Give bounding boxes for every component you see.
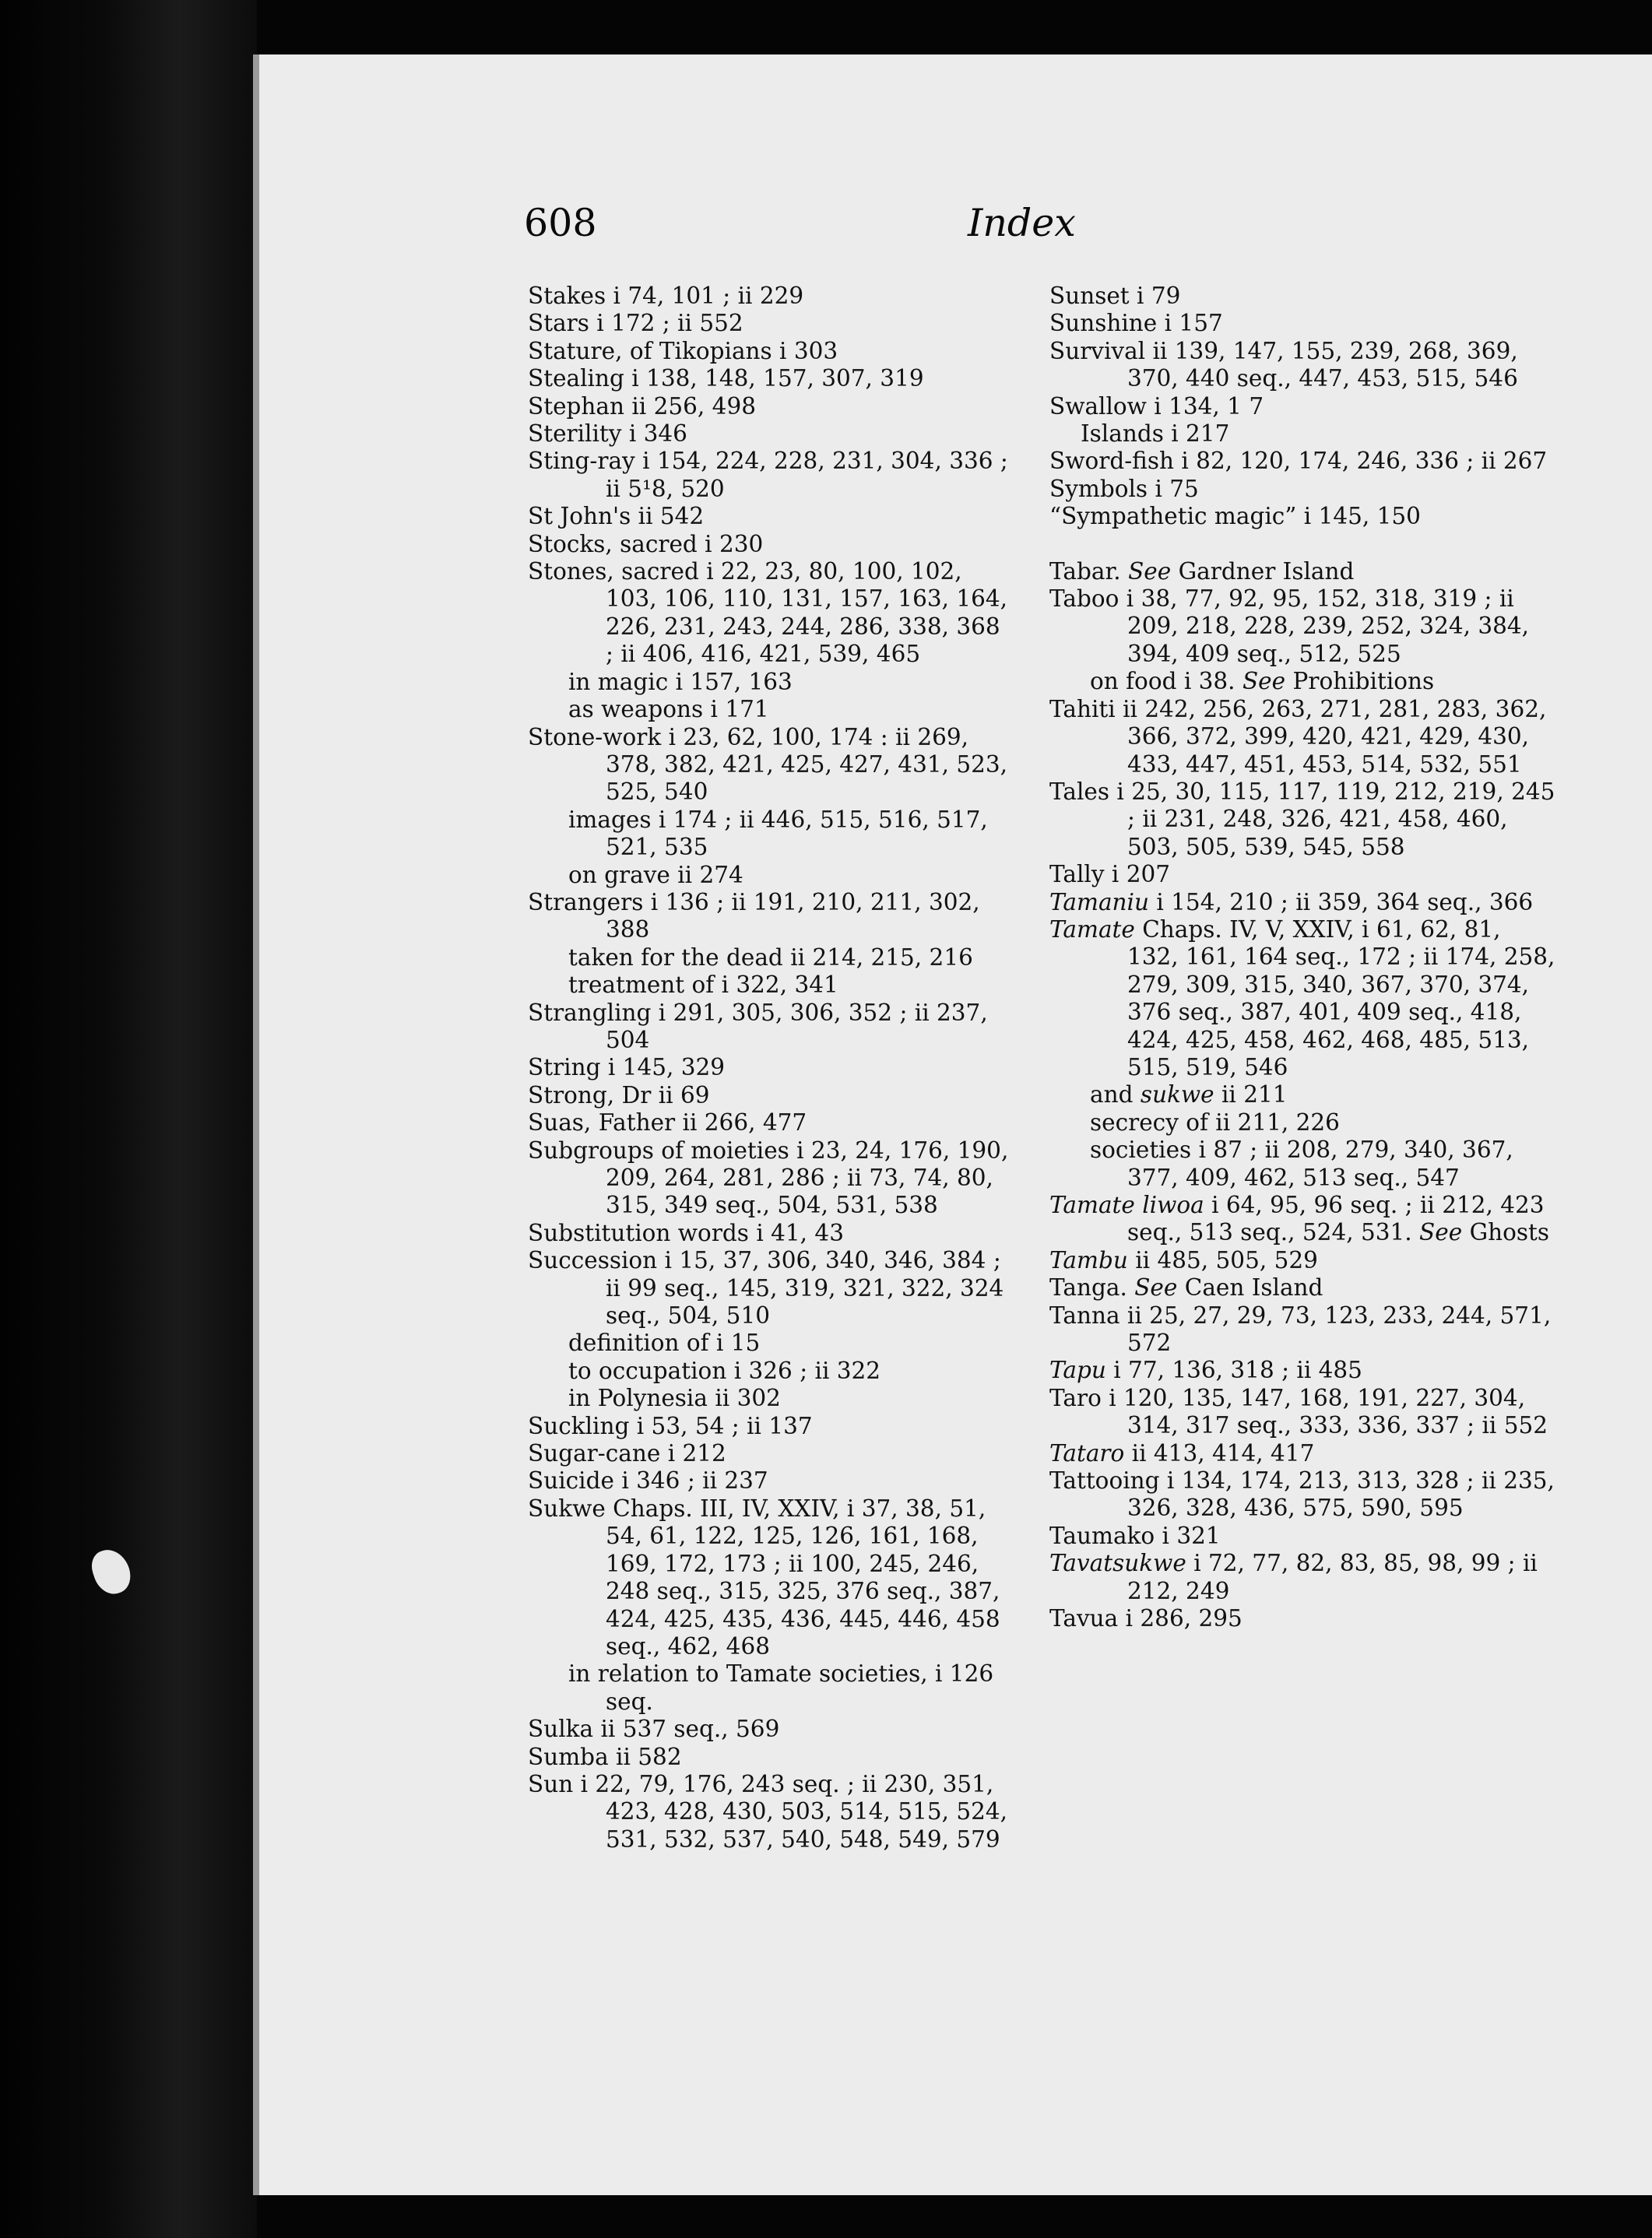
see-reference: See (1419, 1219, 1463, 1246)
see-target: Prohibitions (1292, 668, 1435, 695)
entry-text: Stephan ii 256, 498 (528, 392, 756, 420)
entry-text: in magic i 157, 163 (568, 668, 793, 695)
entry-text: Subgroups of moieties i 23, 24, 176, 190, 209, 264, 281, 286 ; ii 73, 74, 80, 315, 349 seq., 504, 531, 538 (528, 1137, 1009, 1219)
entry-text: Tanga. (1049, 1274, 1127, 1302)
index-entry (1049, 1467, 1555, 1523)
index-entry (528, 1220, 1011, 1247)
index-entry (1049, 696, 1555, 778)
entry-text: on grave ii 274 (568, 861, 743, 888)
entry-text: Stocks, sacred i 230 (528, 530, 764, 557)
index-entry (528, 1109, 1011, 1137)
index-subentry (1049, 1081, 1555, 1108)
index-entry (1049, 503, 1555, 530)
index-entry (1049, 1192, 1555, 1247)
index-entry (528, 889, 1011, 944)
entry-text: Sukwe Chaps. III, IV, XXIV, i 37, 38, 51, 54, 61, 122, 125, 126, 161, 168, 169, 172, 173 ; ii 100, 245, 246, 248 seq., 315, 325, 376 seq., 387, 424, 425, 435, 436, 445, 446, 458 seq., 462, 468 (528, 1495, 1000, 1660)
entry-text: St John's ii 542 (528, 503, 705, 530)
see-target: Ghosts (1469, 1219, 1550, 1246)
entry-text: Sunset i 79 (1049, 283, 1181, 309)
section-gap (1049, 531, 1555, 558)
entry-text: Survival ii 139, 147, 155, 239, 268, 369, 370, 440 seq., 447, 453, 515, 546 (1049, 337, 1518, 392)
entry-text: String i 145, 329 (528, 1054, 726, 1081)
entry-text: Taro i 120, 135, 147, 168, 191, 227, 304, 314, 317 seq., 333, 336, 337 ; ii 552 (1049, 1384, 1548, 1439)
entry-text: Sumba ii 582 (528, 1743, 682, 1770)
index-subentry (1049, 668, 1555, 695)
index-entry (1049, 1302, 1555, 1358)
index-column-right (1049, 283, 1555, 1633)
index-entry (528, 448, 1011, 503)
index-entry (1049, 476, 1555, 503)
index-column-left (528, 283, 1011, 1853)
index-entry (1049, 1550, 1555, 1605)
index-subentry (528, 806, 1011, 862)
index-entry (528, 1744, 1011, 1771)
entry-text: Strangling i 291, 305, 306, 352 ; ii 237, 504 (528, 999, 988, 1053)
entry-text: i 77, 136, 318 ; ii 485 (1105, 1357, 1362, 1384)
index-entry (528, 558, 1011, 669)
entry-text: Tattooing i 134, 174, 213, 313, 328 ; ii 235, 326, 328, 436, 575, 590, 595 (1049, 1467, 1555, 1522)
index-entry (1049, 338, 1555, 393)
index-subentry (528, 1330, 1011, 1357)
entry-text: Islands i 217 (1081, 420, 1230, 448)
entry-text: treatment of i 322, 341 (568, 971, 838, 999)
index-subentry (528, 696, 1011, 723)
index-entry (1049, 1274, 1555, 1302)
entry-text: ii 211 (1214, 1081, 1288, 1108)
entry-text: Stone-work i 23, 62, 100, 174 : ii 269, 378, 382, 421, 425, 427, 431, 523, 525, 540 (528, 723, 1008, 806)
index-subentry (528, 862, 1011, 889)
index-entry (528, 1716, 1011, 1743)
index-entry (528, 1054, 1011, 1081)
entry-text: societies i 87 ; ii 208, 279, 340, 367, 377, 409, 462, 513 seq., 547 (1090, 1137, 1513, 1191)
index-subentry (528, 971, 1011, 999)
entry-text: Stealing i 138, 148, 157, 307, 319 (528, 365, 924, 392)
index-entry (528, 338, 1011, 365)
see-target: Caen Island (1184, 1274, 1323, 1302)
index-entry (1049, 889, 1555, 916)
index-entry (1049, 585, 1555, 668)
index-entry (1049, 1357, 1555, 1384)
entry-text: Stakes i 74, 101 ; ii 229 (528, 283, 804, 309)
entry-text: Tabar. (1049, 557, 1121, 585)
index-entry (528, 503, 1011, 530)
index-subentry (528, 1385, 1011, 1412)
see-reference: See (1242, 668, 1286, 695)
entry-text: Sugar-cane i 212 (528, 1440, 726, 1467)
index-subentry (528, 669, 1011, 696)
entry-term: Tavatsukwe (1049, 1550, 1186, 1577)
entry-text: Stars i 172 ; ii 552 (528, 310, 743, 337)
entry-text: Tales i 25, 30, 115, 117, 119, 212, 219, 245 ; ii 231, 248, 326, 421, 458, 460, 503, 505, 539, 545, 558 (1049, 778, 1555, 860)
entry-text: on food i 38. (1090, 668, 1235, 695)
index-subentry (1049, 1137, 1555, 1192)
entry-text: Stones, sacred i 22, 23, 80, 100, 102, 103, 106, 110, 131, 157, 163, 164, 226, 231, 243, 244, 286, 338, 368 ; ii 406, 416, 421, 539, 465 (528, 558, 1008, 668)
entry-text: Sting-ray i 154, 224, 228, 231, 304, 336 ; ii 5¹8, 520 (528, 448, 1008, 502)
entry-text: in relation to Tamate societies, i 126 seq. (568, 1660, 994, 1715)
index-entry (528, 393, 1011, 420)
index-entry (1049, 448, 1555, 475)
entry-text: i 64, 95, 96 seq. ; ii 212, 423 seq., 513 seq., 524, 531. (1127, 1192, 1545, 1246)
entry-text: Stature, of Tikopians i 303 (528, 337, 838, 364)
entry-text: Taboo i 38, 77, 92, 95, 152, 318, 319 ; ii 209, 218, 228, 239, 252, 324, 384, 394, 409 seq., 512, 525 (1049, 585, 1530, 667)
entry-text: Substitution words i 41, 43 (528, 1219, 844, 1246)
index-entry (1049, 558, 1555, 585)
entry-text: Tanna ii 25, 27, 29, 73, 123, 233, 244, 571, 572 (1049, 1302, 1552, 1357)
index-entry (528, 1440, 1011, 1467)
index-entry (528, 365, 1011, 392)
entry-text: Suicide i 346 ; ii 237 (528, 1467, 768, 1495)
see-reference: See (1134, 1274, 1178, 1302)
page-number: 608 (524, 201, 597, 245)
entry-text: Tahiti ii 242, 256, 263, 271, 281, 283, 362, 366, 372, 399, 420, 421, 429, 430, 433, 447, 451, 453, 514, 532, 551 (1049, 695, 1547, 778)
index-entry (528, 283, 1011, 310)
index-entry (528, 420, 1011, 448)
entry-text: “Sympathetic magic” i 145, 150 (1049, 503, 1421, 530)
index-entry (1049, 310, 1555, 337)
entry-term: sukwe (1140, 1081, 1214, 1108)
index-entry (1049, 1385, 1555, 1440)
index-entry (528, 1495, 1011, 1660)
index-page (253, 54, 1652, 2195)
entry-text: Suckling i 53, 54 ; ii 137 (528, 1412, 813, 1439)
entry-text: Taumako i 321 (1049, 1522, 1221, 1549)
see-reference: See (1128, 557, 1172, 585)
index-entry (528, 1771, 1011, 1853)
index-subentry (528, 944, 1011, 971)
index-entry (528, 310, 1011, 337)
entry-term: Tamaniu (1049, 888, 1149, 915)
entry-text: Strangers i 136 ; ii 191, 210, 211, 302, 388 (528, 888, 980, 943)
index-subentry (1049, 1109, 1555, 1137)
index-entry (1049, 778, 1555, 861)
index-entry (1049, 861, 1555, 888)
entry-term: Tapu (1049, 1357, 1106, 1384)
entry-text: Sun i 22, 79, 176, 243 seq. ; ii 230, 351, 423, 428, 430, 503, 514, 515, 524, 531, 532, 537, 540, 548, 549, 579 (528, 1770, 1008, 1853)
index-entry (1049, 916, 1555, 1081)
entry-text: ii 485, 505, 529 (1127, 1246, 1318, 1274)
entry-text: Swallow i 134, 1 7 (1049, 392, 1264, 420)
entry-prefix: and (1090, 1081, 1141, 1108)
index-entry (528, 724, 1011, 806)
entry-text: Suas, Father ii 266, 477 (528, 1109, 807, 1137)
entry-text: i 154, 210 ; ii 359, 364 seq., 366 (1148, 888, 1534, 915)
index-subentry (528, 1358, 1011, 1385)
page-header (259, 201, 1652, 263)
index-entry (528, 1000, 1011, 1055)
entry-text: secrecy of ii 211, 226 (1090, 1108, 1340, 1136)
entry-text: Succession i 15, 37, 306, 340, 346, 384 ; ii 99 seq., 145, 319, 321, 322, 324 seq., 504, 510 (528, 1247, 1004, 1330)
entry-term: Tamate (1049, 915, 1135, 943)
index-entry (528, 531, 1011, 558)
index-entry (1049, 1605, 1555, 1632)
entry-text: as weapons i 171 (568, 696, 769, 723)
entry-text: definition of i 15 (568, 1330, 761, 1357)
index-subentry (528, 1660, 1011, 1716)
entry-text: Strong, Dr ii 69 (528, 1081, 710, 1108)
index-entry (1049, 1523, 1555, 1550)
entry-term: Tambu (1049, 1246, 1128, 1274)
entry-text: Symbols i 75 (1049, 475, 1199, 502)
index-entry (1049, 1247, 1555, 1274)
index-subentry (1049, 420, 1555, 448)
index-entry (1049, 283, 1555, 310)
book-spine-shadow (0, 0, 257, 2238)
entry-text: Sterility i 346 (528, 420, 687, 448)
index-entry (1049, 393, 1555, 420)
entry-text: Sword-fish i 82, 120, 174, 246, 336 ; ii 267 (1049, 448, 1548, 475)
entry-text: Tavua i 286, 295 (1049, 1605, 1243, 1632)
see-target: Gardner Island (1178, 557, 1355, 585)
entry-text: images i 174 ; ii 446, 515, 516, 517, 521, 535 (568, 806, 988, 861)
index-entry (528, 1137, 1011, 1220)
index-entry (528, 1413, 1011, 1440)
entry-term: Tamate liwoa (1049, 1192, 1204, 1218)
entry-text: to occupation i 326 ; ii 322 (568, 1357, 881, 1384)
entry-text: taken for the dead ii 214, 215, 216 (568, 943, 973, 971)
index-entry (528, 1467, 1011, 1495)
entry-text: ii 413, 414, 417 (1124, 1439, 1315, 1467)
index-entry (528, 1082, 1011, 1109)
entry-text: Tally i 207 (1049, 861, 1171, 888)
index-entry (1049, 1440, 1555, 1467)
entry-text: Sulka ii 537 seq., 569 (528, 1716, 780, 1743)
index-entry (528, 1247, 1011, 1330)
entry-term: Tataro (1049, 1439, 1125, 1467)
entry-text: in Polynesia ii 302 (568, 1385, 781, 1412)
entry-text: Sunshine i 157 (1049, 310, 1223, 337)
running-title: Index (968, 201, 1076, 245)
entry-text: i 72, 77, 82, 83, 85, 98, 99 ; ii 212, 249 (1127, 1550, 1538, 1604)
entry-text: Chaps. IV, V, XXIV, i 61, 62, 81, 132, 161, 164 seq., 172 ; ii 174, 258, 279, 309, 315, 340, 367, 370, 374, 376 seq., 387, 401, 409 seq., 418, 424, 425, 458, 462, 468, 485, 513, 515, 519, 546 (1127, 915, 1555, 1080)
